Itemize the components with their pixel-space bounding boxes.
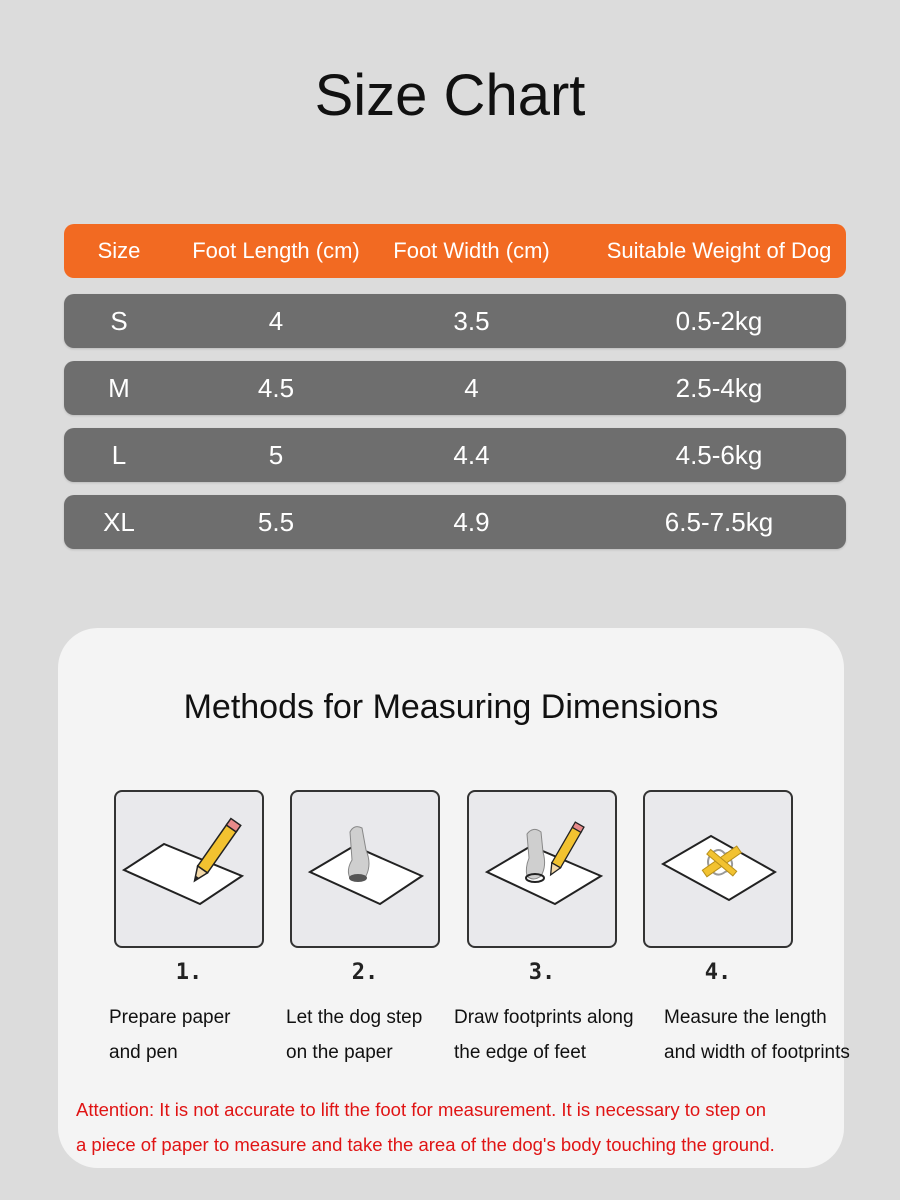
methods-title: Methods for Measuring Dimensions — [183, 688, 719, 726]
step-3-text — [454, 1000, 634, 1070]
attention-line-1: Attention: It is not accurate to lift the foot for measurement. It is necessary to step on — [76, 1099, 766, 1120]
step-4-illustration — [643, 790, 793, 948]
step-2-number: 2. — [351, 960, 379, 985]
table-row — [64, 495, 846, 549]
cell-foot-width: 4 — [464, 373, 479, 403]
trace-paw-icon — [469, 792, 615, 946]
step-3-number: 3. — [528, 960, 556, 985]
table-row — [64, 428, 846, 482]
cell-weight: 6.5-7.5kg — [664, 507, 774, 537]
cell-foot-length: 5 — [268, 440, 284, 470]
size-table-header — [64, 224, 846, 278]
step-3-line-2: the edge of feet — [454, 1042, 587, 1063]
step-3-illustration — [467, 790, 617, 948]
paper-and-pencil-icon — [116, 792, 262, 946]
measure-footprint-icon — [645, 792, 791, 946]
step-2-illustration — [290, 790, 440, 948]
step-4-line-1: Measure the length — [664, 1007, 827, 1028]
table-row — [64, 294, 846, 348]
cell-foot-length: 4.5 — [257, 373, 295, 403]
cell-weight: 4.5-6kg — [675, 440, 763, 470]
step-1-number: 1. — [175, 960, 203, 985]
measuring-methods-card — [58, 628, 850, 1168]
cell-size: S — [110, 306, 128, 336]
step-2-line-2: on the paper — [286, 1042, 393, 1063]
cell-size: L — [111, 440, 127, 470]
page-title: Size Chart — [314, 63, 586, 128]
cell-size: XL — [103, 507, 135, 537]
header-foot-width: Foot Width (cm) — [393, 238, 550, 263]
attention-line-2: a piece of paper to measure and take the area of the dog's body touching the ground. — [76, 1134, 775, 1155]
table-row — [64, 361, 846, 415]
step-4-line-2: and width of footprints — [664, 1042, 850, 1063]
header-size: Size — [97, 238, 141, 263]
cell-size: M — [108, 373, 130, 403]
step-2-text — [286, 1000, 422, 1070]
step-1-text — [109, 1000, 230, 1070]
cell-weight: 2.5-4kg — [675, 373, 763, 403]
attention-note — [76, 1092, 836, 1162]
cell-foot-length: 4 — [268, 306, 284, 336]
cell-weight: 0.5-2kg — [675, 306, 763, 336]
header-foot-length: Foot Length (cm) — [192, 238, 360, 263]
step-1-line-2: and pen — [109, 1042, 178, 1063]
dog-paw-on-paper-icon — [292, 792, 438, 946]
step-1-line-1: Prepare paper — [109, 1007, 231, 1028]
cell-foot-width: 3.5 — [453, 306, 490, 336]
header-weight: Suitable Weight of Dog — [606, 238, 832, 263]
cell-foot-length: 5.5 — [257, 507, 295, 537]
step-4-text — [664, 1000, 850, 1070]
step-3-line-1: Draw footprints along — [454, 1007, 634, 1028]
step-4-number: 4. — [704, 960, 732, 985]
step-2-line-1: Let the dog step — [286, 1007, 423, 1028]
cell-foot-width: 4.9 — [453, 507, 490, 537]
step-1-illustration — [114, 790, 264, 948]
cell-foot-width: 4.4 — [453, 440, 490, 470]
